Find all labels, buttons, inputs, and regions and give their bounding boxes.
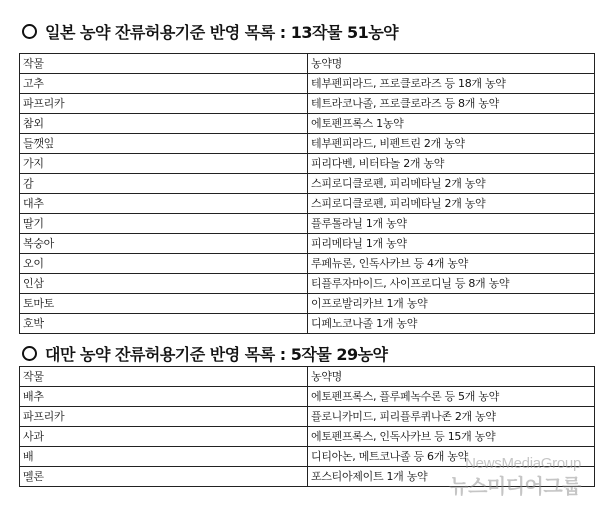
table-row <box>20 234 595 254</box>
pesticide-cell: 테부펜피라드, 프로클로라즈 등 18개 농약 <box>308 74 595 94</box>
table-row <box>20 114 595 134</box>
crop-cell: 감 <box>20 174 308 194</box>
crop-cell: 인삼 <box>20 274 308 294</box>
table-row <box>20 94 595 114</box>
table-row <box>20 194 595 214</box>
table-row <box>20 427 595 447</box>
pesticide-cell: 피리다벤, 비터타놀 2개 농약 <box>308 154 595 174</box>
table-header-row <box>20 54 595 74</box>
table-row <box>20 74 595 94</box>
circle-bullet-icon <box>22 24 37 39</box>
crop-cell: 복숭아 <box>20 234 308 254</box>
pesticide-cell: 이프로발리카브 1개 농약 <box>308 294 595 314</box>
header-crop: 작물 <box>20 54 308 74</box>
table-row <box>20 274 595 294</box>
pesticide-cell: 에토펜프록스, 인독사카브 등 15개 농약 <box>308 427 595 447</box>
section-title-text: 대만 농약 잔류허용기준 반영 목록 : 5작물 29농약 <box>45 344 388 364</box>
crop-cell: 참외 <box>20 114 308 134</box>
crop-cell: 들깻잎 <box>20 134 308 154</box>
japan-table-body <box>20 54 595 334</box>
circle-bullet-icon <box>22 346 37 361</box>
table-row <box>20 467 595 487</box>
header-pesticide: 농약명 <box>308 367 595 387</box>
pesticide-cell: 에토펜프록스 1농약 <box>308 114 595 134</box>
crop-cell: 배 <box>20 447 308 467</box>
table-row <box>20 134 595 154</box>
table-row <box>20 154 595 174</box>
crop-cell: 토마토 <box>20 294 308 314</box>
pesticide-cell: 티플루자마이드, 사이프로디닐 등 8개 농약 <box>308 274 595 294</box>
crop-cell: 딸기 <box>20 214 308 234</box>
header-pesticide: 농약명 <box>308 54 595 74</box>
pesticide-cell: 디페노코나졸 1개 농약 <box>308 314 595 334</box>
section-title-taiwan <box>22 341 388 365</box>
pesticide-cell: 테부펜피라드, 비펜트린 2개 농약 <box>308 134 595 154</box>
crop-cell: 호박 <box>20 314 308 334</box>
pesticide-cell: 스피로디클로펜, 피리메타닐 2개 농약 <box>308 194 595 214</box>
table-row <box>20 407 595 427</box>
crop-cell: 고추 <box>20 74 308 94</box>
table-row <box>20 254 595 274</box>
crop-cell: 파프리카 <box>20 407 308 427</box>
crop-cell: 배추 <box>20 387 308 407</box>
japan-pesticide-table <box>19 53 595 334</box>
table-row <box>20 214 595 234</box>
pesticide-cell: 포스티아제이트 1개 농약 <box>308 467 595 487</box>
crop-cell: 사과 <box>20 427 308 447</box>
pesticide-cell: 에토펜프록스, 플루페녹수론 등 5개 농약 <box>308 387 595 407</box>
table-row <box>20 174 595 194</box>
section-title-japan <box>22 19 398 43</box>
crop-cell: 오이 <box>20 254 308 274</box>
taiwan-pesticide-table <box>19 366 595 487</box>
pesticide-cell: 테트라코나졸, 프로클로라즈 등 8개 농약 <box>308 94 595 114</box>
pesticide-cell: 루페뉴론, 인독사카브 등 4개 농약 <box>308 254 595 274</box>
taiwan-table-body <box>20 367 595 487</box>
table-row <box>20 387 595 407</box>
pesticide-cell: 스피로디클로펜, 피리메타닐 2개 농약 <box>308 174 595 194</box>
header-crop: 작물 <box>20 367 308 387</box>
section-title-text: 일본 농약 잔류허용기준 반영 목록 : 13작물 51농약 <box>45 22 399 42</box>
crop-cell: 대추 <box>20 194 308 214</box>
crop-cell: 멜론 <box>20 467 308 487</box>
pesticide-cell: 피리메타닐 1개 농약 <box>308 234 595 254</box>
watermark-ko: 뉴스미디어그룹 <box>449 474 581 498</box>
table-header-row <box>20 367 595 387</box>
pesticide-cell: 플루톨라닐 1개 농약 <box>308 214 595 234</box>
table-row <box>20 314 595 334</box>
pesticide-cell: 플로니카미드, 피리플루퀴나존 2개 농약 <box>308 407 595 427</box>
crop-cell: 파프리카 <box>20 94 308 114</box>
table-row <box>20 447 595 467</box>
table-row <box>20 294 595 314</box>
crop-cell: 가지 <box>20 154 308 174</box>
watermark-en: NewsMediaGroup <box>465 455 581 472</box>
pesticide-cell: 디티아논, 메트코나졸 등 6개 농약 <box>308 447 595 467</box>
